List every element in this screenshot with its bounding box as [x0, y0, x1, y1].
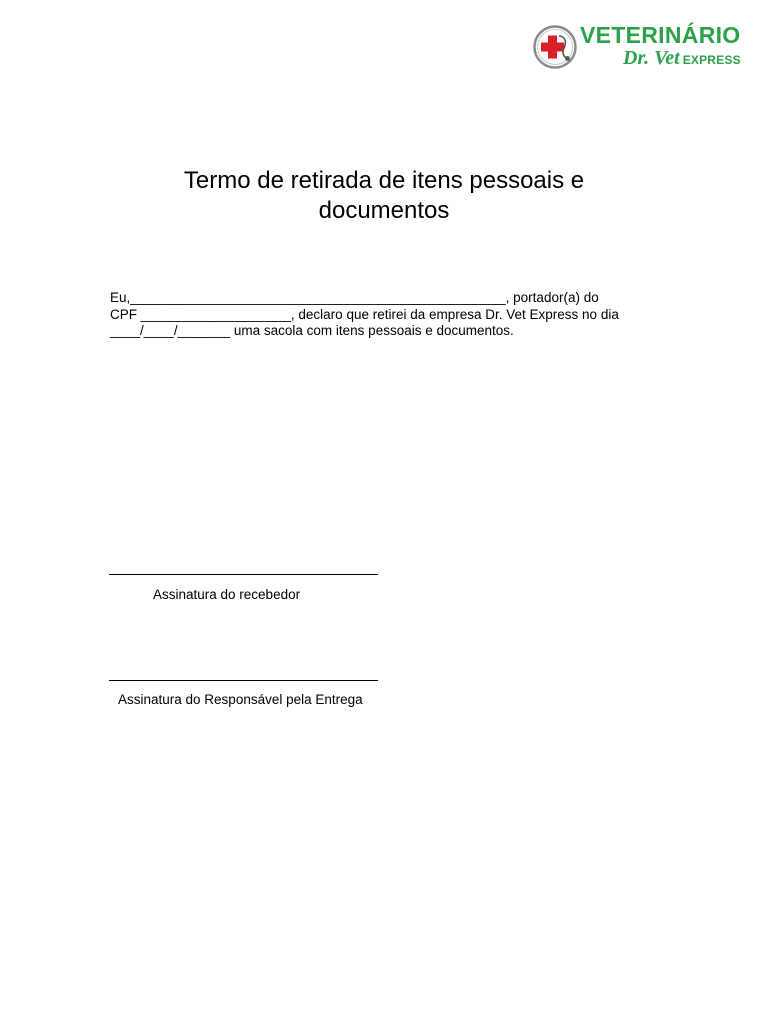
document-title — [110, 166, 658, 226]
logo-title: VETERINÁRIO — [580, 22, 741, 48]
deliverer-signature-line — [109, 680, 378, 681]
deliverer-signature-label: Assinatura do Responsável pela Entrega — [118, 692, 363, 707]
title-line-1: Termo de retirada de itens pessoais e — [183, 167, 585, 194]
logo-brand: Dr. Vet — [623, 47, 680, 69]
receiver-signature-label: Assinatura do recebedor — [153, 587, 301, 602]
company-logo — [532, 22, 746, 70]
declaration-paragraph — [110, 290, 670, 340]
declaration-line-1: Eu,__________________________________________________, portador(a) do — [110, 290, 599, 305]
logo-express: EXPRESS — [682, 53, 741, 67]
stethoscope-cross-icon — [532, 24, 578, 70]
receiver-signature-line — [109, 574, 378, 575]
logo-subtitle — [623, 47, 741, 71]
title-line-2: documentos — [318, 197, 450, 224]
declaration-line-3: ____/____/_______ uma sacola com itens pessoais e documentos. — [110, 323, 514, 339]
declaration-line-2: CPF ____________________, declaro que retirei da empresa Dr. Vet Express no dia — [110, 306, 619, 322]
